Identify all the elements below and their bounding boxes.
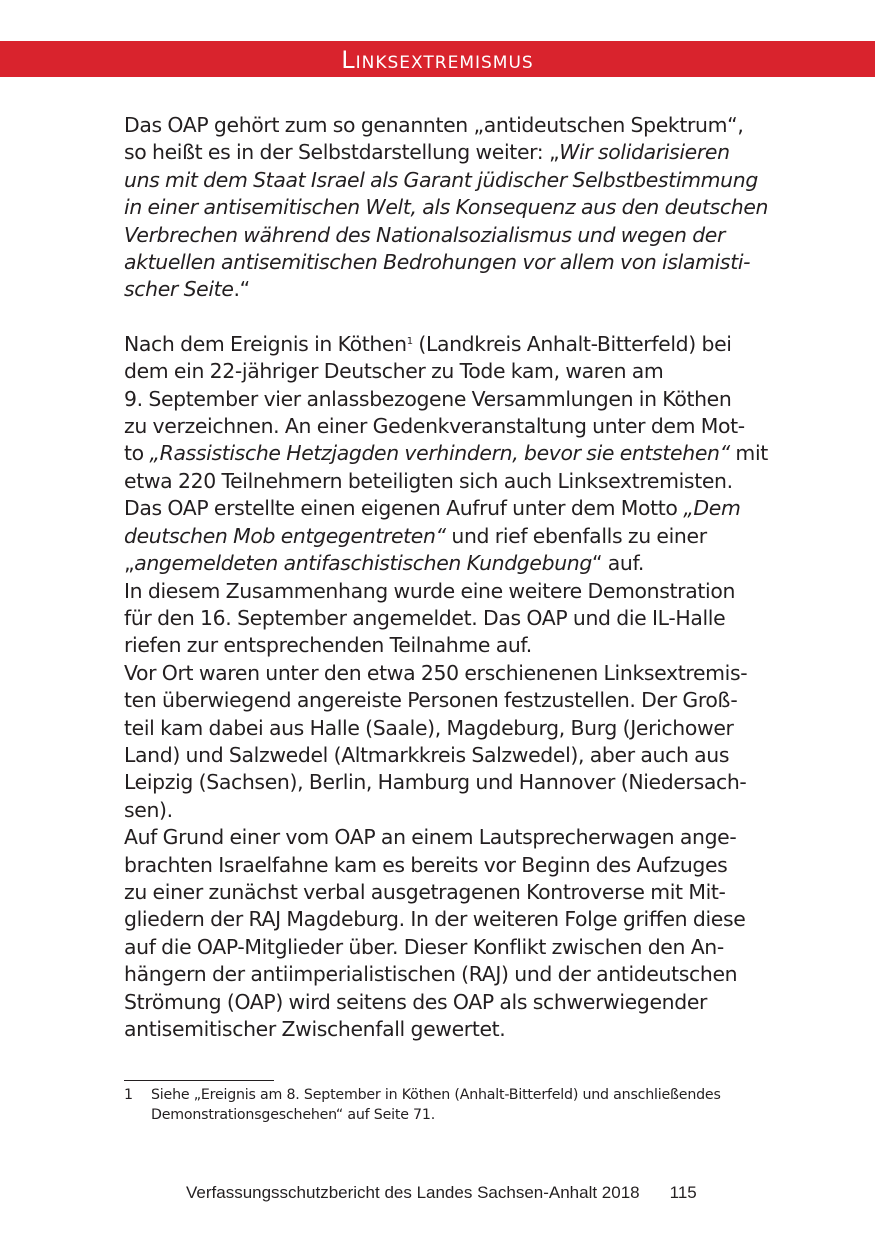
text-line	[124, 523, 756, 550]
quote-text: „Dem	[683, 496, 741, 521]
text-line: zu einer zunächst verbal ausgetragenen Kontroverse mit Mit-	[124, 879, 726, 904]
quote-line: in einer antisemitischen Welt, als Konsequenz aus den deutschen	[124, 195, 769, 220]
text-line: antisemitischer Zwischenfall gewertet.	[124, 1017, 506, 1041]
text-run: (Landkreis Anhalt-Bitterfeld) bei	[412, 331, 732, 356]
quote-text: deutschen Mob entgegentreten“	[124, 523, 446, 548]
text-line: brachten Israelfahne kam es bereits vor Beginn des Aufzuges	[124, 852, 728, 877]
footnote-line: Siehe „Ereignis am 8. September in Köthen (Anhalt-Bitterfeld) und anschließendes	[151, 1087, 721, 1103]
paragraph-1	[124, 112, 769, 304]
text-run: .“	[233, 277, 250, 302]
footnote-text	[151, 1086, 764, 1125]
body-text	[124, 112, 769, 1043]
page-footer	[186, 1183, 697, 1203]
text-line: Das OAP gehört zum so genannten „antideutschen Spektrum“,	[124, 113, 744, 137]
footnote-number: 1	[124, 1087, 133, 1103]
quote-text: scher Seite	[124, 277, 234, 302]
text-line: etwa 220 Teilnehmern beteiligten sich auch Linksextremisten.	[124, 468, 733, 493]
quote-line: Verbrechen während des Nationalsozialismus und wegen der	[124, 222, 726, 247]
text-line	[124, 331, 756, 358]
text-line: sen).	[124, 797, 173, 822]
text-line: riefen zur entsprechenden Teilnahme auf.	[124, 633, 532, 658]
quote-text: „Rassistische Hetzjagden verhindern, bevor sie entstehen“	[149, 441, 730, 466]
page-number: 115	[669, 1183, 697, 1202]
footnote-reference[interactable]: 1	[406, 335, 413, 347]
text-line: Strömung (OAP) wird seitens des OAP als schwerwiegender	[124, 989, 708, 1014]
text-line	[124, 495, 756, 522]
footnote	[124, 1086, 764, 1125]
text-line: 9. September vier anlassbezogene Versammlungen in Köthen	[124, 386, 732, 411]
text-line: Leipzig (Sachsen), Berlin, Hamburg und Hannover (Niedersach-	[124, 770, 747, 795]
text-line: zu verzeichnen. An einer Gedenkveranstaltung unter dem Mot-	[124, 414, 745, 439]
section-title: Linksextremismus	[341, 46, 534, 74]
quote-line: uns mit dem Staat Israel als Garant jüdischer Selbstbestimmung	[124, 167, 758, 192]
text-line: Auf Grund einer vom OAP an einem Lautsprecherwagen ange-	[124, 825, 737, 850]
text-run: to	[124, 441, 150, 466]
text-line: hängern der antiimperialistischen (RAJ) und der antideutschen	[124, 962, 738, 987]
text-line: auf die OAP-Mitglieder über. Dieser Konflikt zwischen den An-	[124, 934, 724, 959]
text-line	[124, 550, 756, 577]
text-line	[124, 440, 768, 467]
text-line: In diesem Zusammenhang wurde eine weitere Demonstration	[124, 578, 736, 603]
text-line	[124, 276, 756, 303]
paragraph-5	[124, 824, 756, 1043]
footnote-line: Demonstrationsgeschehen“ auf Seite 71.	[151, 1106, 436, 1123]
quote-text: Wir solidarisieren	[559, 140, 730, 165]
text-run: und rief ebenfalls zu einer	[445, 523, 707, 548]
section-header-banner	[0, 41, 875, 77]
text-line: Vor Ort waren unter den etwa 250 erschienenen Linksextremis-	[124, 660, 748, 685]
paragraph-2	[124, 331, 768, 578]
text-run: “ auf.	[591, 551, 644, 576]
paragraph-spacer	[124, 304, 756, 331]
text-line: für den 16. September angemeldet. Das OAP und die IL-Halle	[124, 605, 726, 630]
text-run: Nach dem Ereignis in Köthen	[124, 331, 407, 356]
text-run: mit	[729, 441, 768, 466]
text-line	[124, 139, 756, 166]
text-run: Das OAP erstellte einen eigenen Aufruf unter dem Motto	[124, 496, 684, 521]
text-line: ten überwiegend angereiste Personen festzustellen. Der Groß-	[124, 688, 738, 713]
footnote-divider	[124, 1080, 274, 1081]
text-line: teil kam dabei aus Halle (Saale), Magdeburg, Burg (Jerichower	[124, 715, 734, 740]
text-run: so heißt es in der Selbstdarstellung weiter: „	[124, 140, 560, 165]
text-run: „	[124, 551, 135, 576]
quote-text: angemeldeten antifaschistischen Kundgebung	[134, 551, 592, 576]
quote-line: aktuellen antisemitischen Bedrohungen vor allem von islamisti-	[124, 250, 751, 275]
paragraph-4	[124, 660, 756, 824]
text-line: gliedern der RAJ Magdeburg. In der weiteren Folge griffen diese	[124, 907, 746, 932]
paragraph-3	[124, 578, 756, 660]
text-line: Land) und Salzwedel (Altmarkkreis Salzwedel), aber auch aus	[124, 742, 730, 767]
text-line: dem ein 22-jähriger Deutscher zu Tode kam, waren am	[124, 359, 664, 384]
footer-title: Verfassungsschutzbericht des Landes Sachsen-Anhalt 2018	[186, 1183, 640, 1202]
